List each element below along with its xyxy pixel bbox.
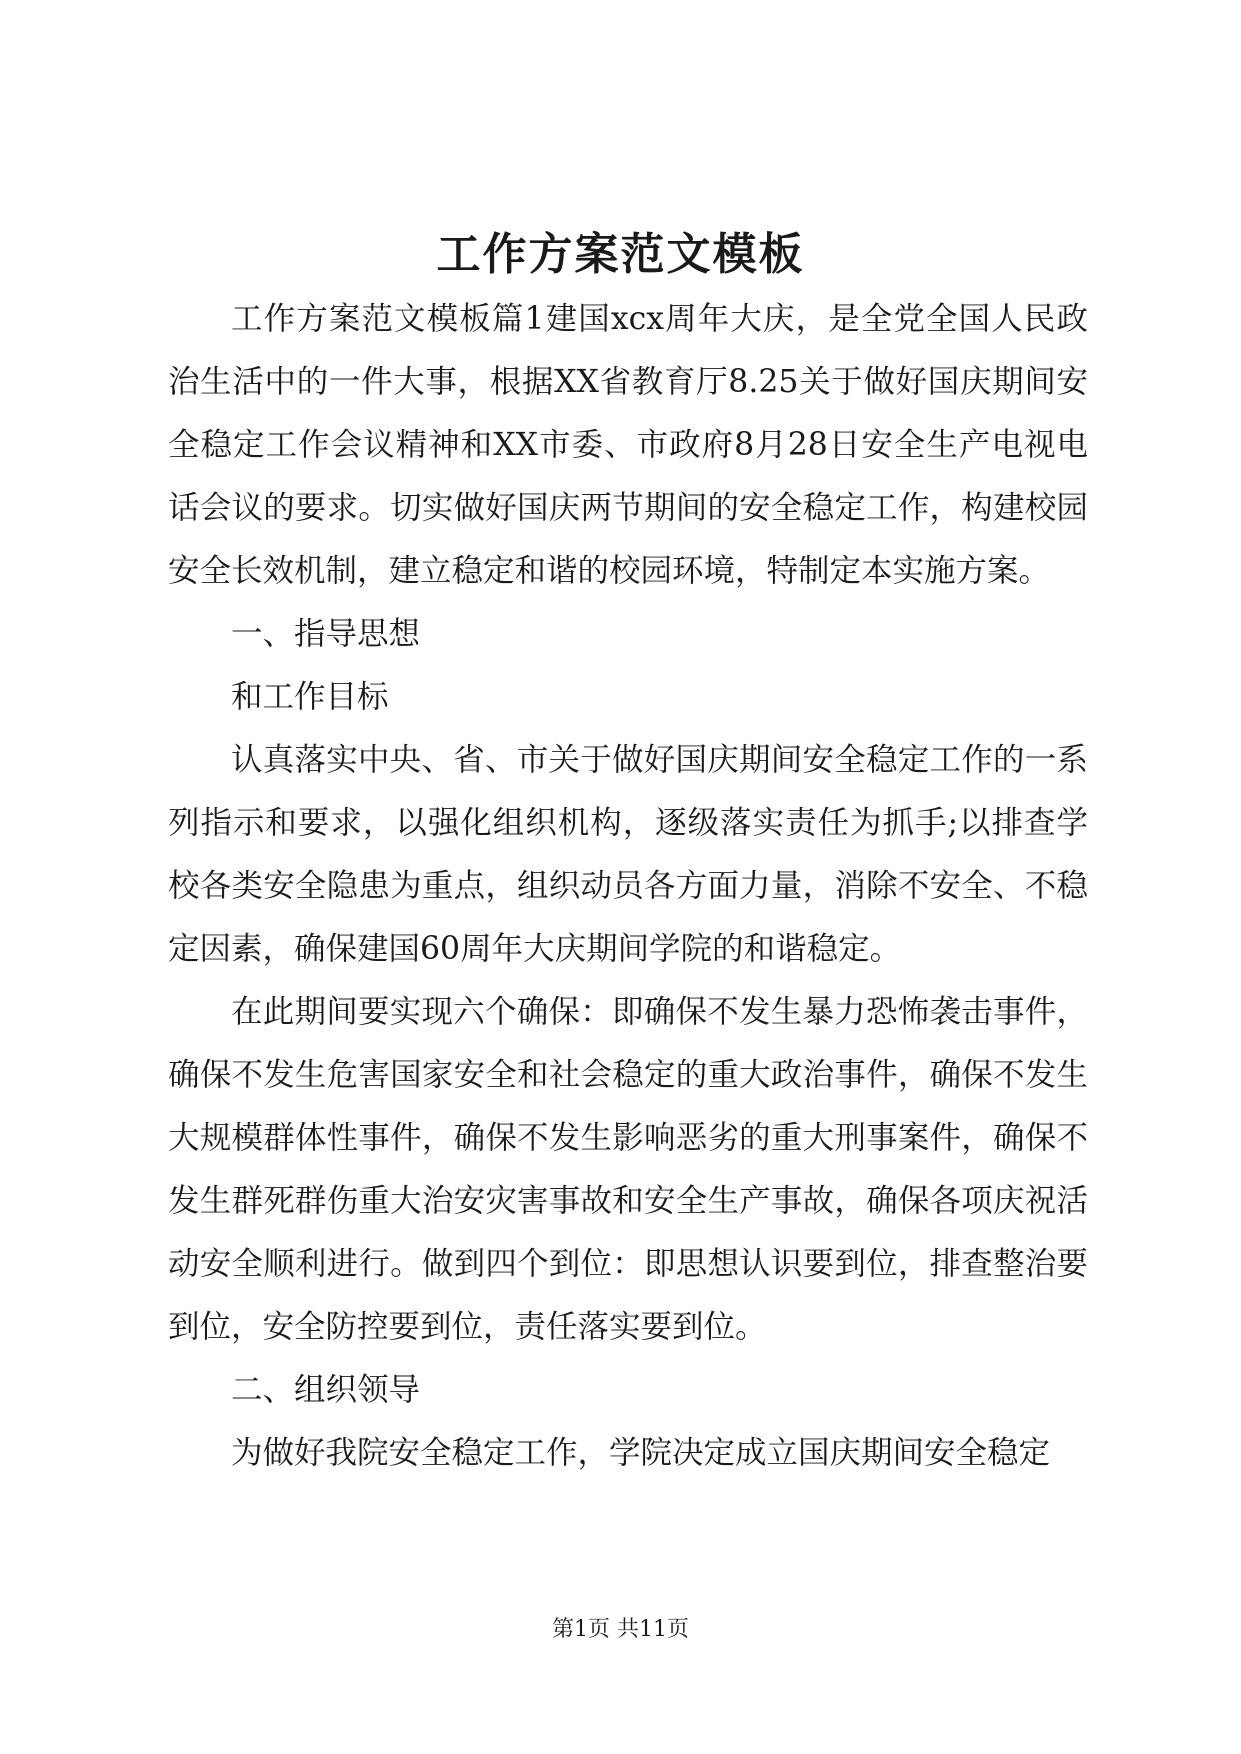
section-heading-organization: 二、组织领导 [231,1372,421,1408]
section-heading-work-goals: 和工作目标 [231,679,389,715]
paragraph-six-guarantees: 在此期间要实现六个确保：即确保不发生暴力恐怖袭击事件，确保不发生危害国家安全和社会稳定的重大政治事件，确保不发生大规模群体性事件，确保不发生影响恶劣的重大刑事案件，确保不发生群死群伤重大治安灾害事故和安全生产事故，确保各项庆祝活动安全顺利进行。做到四个到位：即思想认识要到位，排查整治要到位，安全防控要到位，责任落实要到位。 [168,994,1088,1345]
document-body [168,288,1088,1485]
paragraph-implementation: 认真落实中央、省、市关于做好国庆期间安全稳定工作的一系列指示和要求，以强化组织机构，逐级落实责任为抓手;以排查学校各类安全隐患为重点，组织动员各方面力量，消除不安全、不稳定因素，确保建国60周年大庆期间学院的和谐稳定。 [168,742,1088,967]
page-footer: 第1页 共11页 [552,1617,689,1642]
paragraph-intro: 工作方案范文模板篇1建国xcx周年大庆，是全党全国人民政治生活中的一件大事，根据XX省教育厅8.25关于做好国庆期间安全稳定工作会议精神和XX市委、市政府8月28日安全生产电视电话会议的要求。切实做好国庆两节期间的安全稳定工作，构建校园安全长效机制，建立稳定和谐的校园环境，特制定本实施方案。 [168,301,1088,589]
paragraph-organization: 为做好我院安全稳定工作，学院决定成立国庆期间安全稳定 [231,1435,1051,1471]
section-heading-guiding-ideology: 一、指导思想 [231,616,421,652]
document-title: 工作方案范文模板 [436,229,805,280]
